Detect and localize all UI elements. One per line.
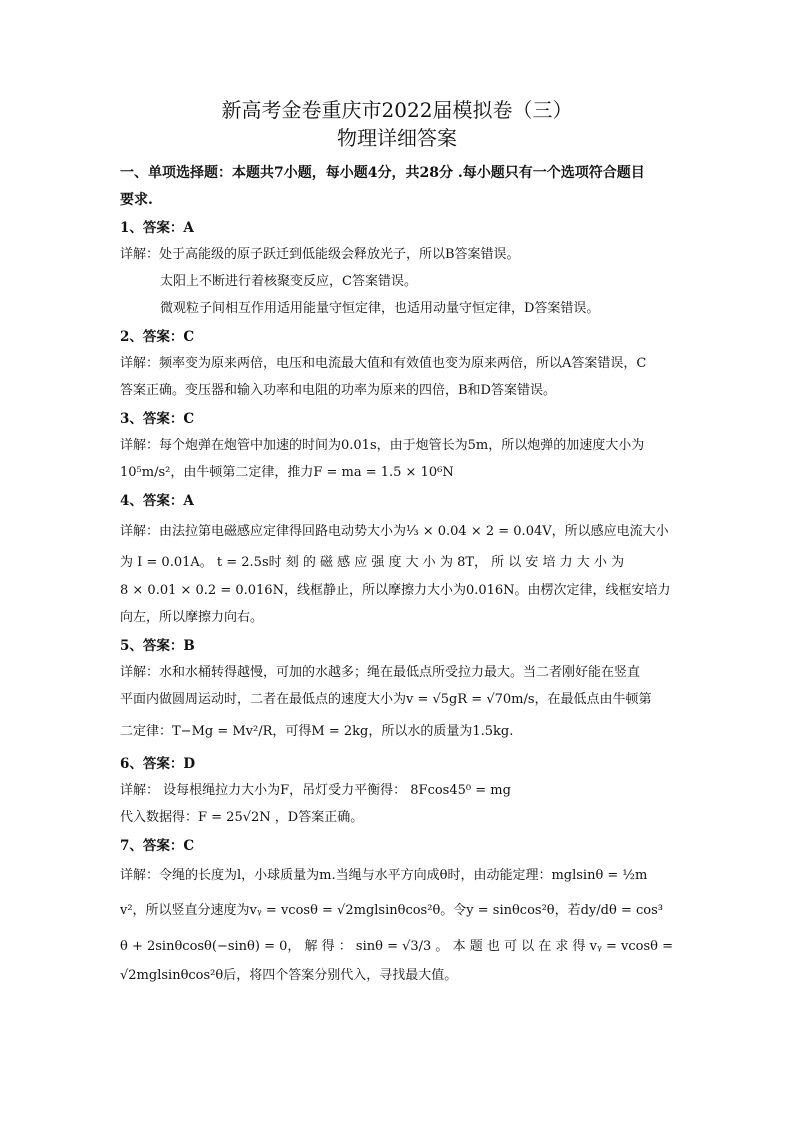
q4-explain-3: 8 × 0.01 × 0.2 = 0.016N，线框静止，所以摩擦力大小为0.016N。由楞次定律，线框安培力	[120, 583, 671, 598]
q6-explain-1: 详解： 设每根绳拉力大小为F，吊灯受力平衡得： 8Fcos45⁰ = mg	[120, 783, 511, 798]
q7-explain-1: 详解：令绳的长度为l，小球质量为m.当绳与水平方向成θ时，由动能定理：mglsinθ = ½m	[120, 868, 648, 883]
q7-explain-4: √2mglsinθcos²θ后，将四个答案分别代入，寻找最大值。	[120, 968, 458, 983]
q4-answer: 4、答案：A	[120, 493, 194, 509]
q5-explain-1: 详解：水和水桶转得越慢，可加的水越多；绳在最低点所受拉力最大。当二者刚好能在竖直	[120, 665, 641, 680]
q7-explain-2: v²，所以竖直分速度为vᵧ = vcosθ = √2mglsinθcos²θ。令y = sinθcos²θ，若dy/dθ = cos³	[120, 903, 663, 918]
q4-explain-2: 为 I = 0.01A。 t = 2.5s时 刻 的 磁 感 应 强 度 大 小 为 8T， 所 以 安 培 力 大 小 为	[120, 555, 625, 570]
q7-explain-3: θ + 2sinθcosθ(−sinθ) = 0， 解 得 ： sinθ = √3/3 。 本 题 也 可 以 在 求 得 vᵧ = vcosθ =	[120, 939, 673, 954]
section-heading: 一、单项选择题：本题共7小题，每小题4分，共28分 .每小题只有一个选项符合题目	[120, 165, 645, 181]
q7-answer: 7、答案：C	[120, 838, 195, 854]
section-heading-cont: 要求.	[120, 192, 153, 208]
q1-answer: 1、答案：A	[120, 220, 194, 236]
q6-answer: 6、答案：D	[120, 756, 196, 772]
q6-explain-2: 代入数据得：F = 25√2N ，D答案正确。	[120, 810, 364, 825]
q4-explain-1: 详解：由法拉第电磁感应定律得回路电动势大小为⅓ × 0.04 × 2 = 0.04V，所以感应电流大小	[120, 524, 669, 539]
q3-explain-2: 10⁵m/s²，由牛顿第二定律，推力F = ma = 1.5 × 10⁶N	[120, 465, 454, 480]
q3-explain-1: 详解：每个炮弹在炮管中加速的时间为0.01s，由于炮管长为5m，所以炮弹的加速度大小为	[120, 438, 645, 453]
doc-title: 新高考金卷重庆市2022届模拟卷（三）	[221, 98, 573, 122]
q5-explain-2: 平面内做圆周运动时，二者在最低点的速度大小为v = √5gR = √70m/s，在最低点由牛顿第	[120, 692, 652, 707]
q1-explain-1: 详解：处于高能级的原子跃迁到低能级会释放光子，所以B答案错误。	[120, 247, 520, 262]
q2-explain-2: 答案正确。变压器和输入功率和电阻的功率为原来的四倍，B和D答案错误。	[120, 383, 556, 398]
q5-explain-3: 二定律：T−Mg = Mv²/R，可得M = 2kg，所以水的质量为1.5kg.	[120, 724, 514, 739]
q5-answer: 5、答案：B	[120, 638, 195, 654]
doc-subtitle: 物理详细答案	[337, 126, 457, 150]
q3-answer: 3、答案：C	[120, 411, 195, 427]
q2-answer: 2、答案：C	[120, 329, 195, 345]
q1-explain-3: 微观粒子间相互作用适用能量守恒定律，也适用动量守恒定律，D答案错误。	[160, 301, 600, 316]
q1-explain-2: 太阳上不断进行着核聚变反应，C答案错误。	[160, 274, 417, 289]
q4-explain-4: 向左，所以摩擦力向右。	[120, 610, 264, 625]
q2-explain-1: 详解：频率变为原来两倍，电压和电流最大值和有效值也变为原来两倍，所以A答案错误，C	[120, 356, 647, 371]
